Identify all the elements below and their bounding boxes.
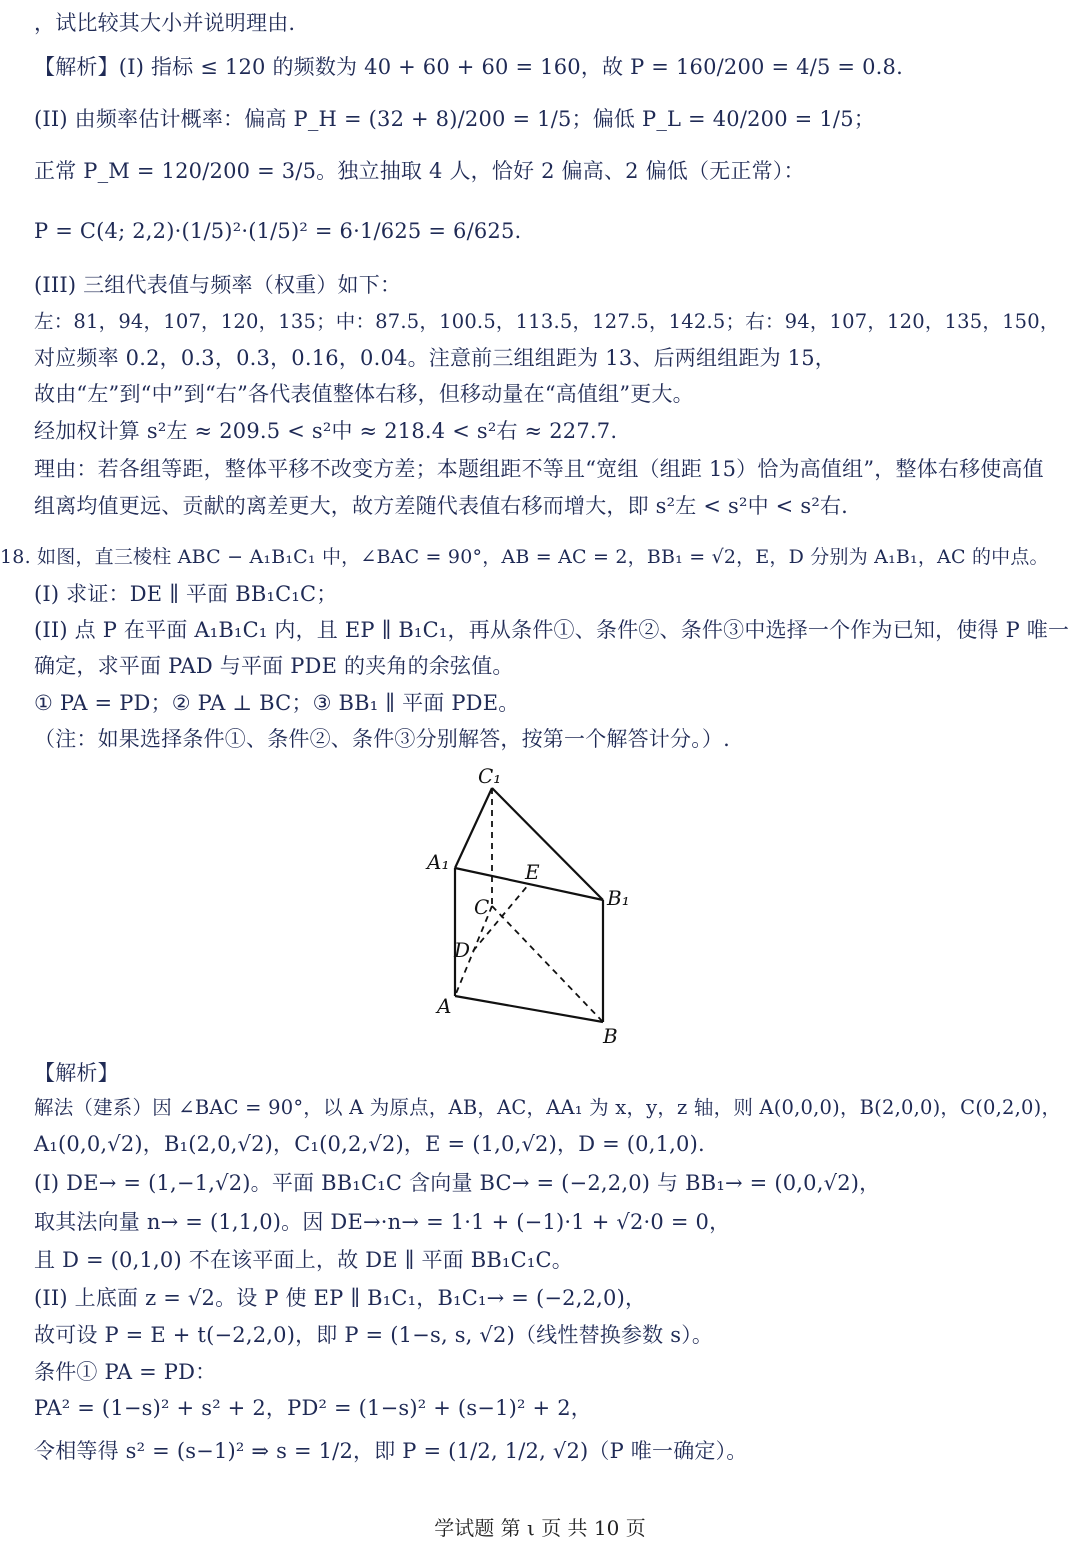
text-line-l05: P = C(4; 2,2)·(1/5)²·(1/5)² = 6·1/625 = 6/625. [34, 219, 522, 243]
edge-C1-B1 [492, 788, 603, 900]
text-line-l21: A₁(0,0,√2)，B₁(2,0,√2)，C₁(0,2,√2)，E = (1,0,√2)，D = (0,1,0). [34, 1132, 705, 1156]
label-B: B [603, 1024, 618, 1048]
text-line-l20: 解法（建系）因 ∠BAC = 90°，以 A 为原点，AB，AC，AA₁ 为 x，y，z 轴，则 A(0,0,0)，B(2,0,0)，C(0,2,0)， [34, 1096, 1062, 1119]
page-footer: 学试题 第 ι 页 共 10 页 [434, 1516, 646, 1540]
edge-A1-C1 [455, 788, 492, 868]
text-line-l11: 理由：若各组等距，整体平移不改变方差；本题组距不等且“宽组（组距 15）恰为高值组”，整体右移使高值 [34, 457, 1044, 481]
label-E: E [525, 860, 540, 884]
edge-A-B [455, 996, 603, 1022]
text-line-l01: ，试比较其大小并说明理由. [34, 11, 296, 35]
text-line-l15: (II) 点 P 在平面 A₁B₁C₁ 内，且 EP ∥ B₁C₁，再从条件①、条件②、条件③中选择一个作为已知，使得 P 唯一 [34, 618, 1070, 642]
text-line-l23: 取其法向量 n→ = (1,1,0)。因 DE→·n→ = 1·1 + (−1)·1 + √2·0 = 0， [34, 1210, 731, 1234]
text-line-l04: 正常 P_M = 120/200 = 3/5。独立抽取 4 人，恰好 2 偏高、2 偏低（无正常）： [34, 159, 805, 183]
text-line-l16: 确定，求平面 PAD 与平面 PDE 的夹角的余弦值。 [34, 654, 514, 678]
label-A1: A₁ [427, 850, 450, 874]
text-line-l26: 故可设 P = E + t(−2,2,0)，即 P = (1−s, s, √2)（线性替换参数 s）。 [34, 1323, 714, 1347]
text-line-l06: (III) 三组代表值与频率（权重）如下： [34, 273, 402, 297]
label-C: C [474, 895, 490, 919]
text-line-l12: 组离均值更远、贡献的离差更大，故方差随代表值右移而增大，即 s²左 < s²中 < s²右. [34, 494, 849, 518]
text-line-l09: 故由“左”到“中”到“右”各代表值整体右移，但移动量在“高值组”更大。 [34, 382, 694, 406]
text-line-l14: (I) 求证：DE ∥ 平面 BB₁C₁C； [34, 582, 338, 606]
text-line-l18: （注：如果选择条件①、条件②、条件③分别解答，按第一个解答计分。）. [34, 727, 730, 751]
text-line-l22: (I) DE→ = (1,−1,√2)。平面 BB₁C₁C 含向量 BC→ = (−2,2,0) 与 BB₁→ = (0,0,√2)， [34, 1171, 881, 1195]
text-line-l28: PA² = (1−s)² + s² + 2，PD² = (1−s)² + (s−1)² + 2， [34, 1396, 592, 1420]
text-line-l13: 18. 如图，直三棱柱 ABC − A₁B₁C₁ 中，∠BAC = 90°，AB = AC = 2，BB₁ = √2，E，D 分别为 A₁B₁，AC 的中点。 [0, 546, 1049, 568]
text-line-l17: ① PA = PD；② PA ⊥ BC；③ BB₁ ∥ 平面 PDE。 [34, 691, 520, 715]
label-B1: B₁ [607, 886, 630, 910]
text-line-l03: (II) 由频率估计概率：偏高 P_H = (32 + 8)/200 = 1/5；偏低 P_L = 40/200 = 1/5； [34, 107, 875, 131]
text-line-l29: 令相等得 s² = (s−1)² ⇒ s = 1/2，即 P = (1/2, 1/2, √2)（P 唯一确定）。 [34, 1439, 748, 1463]
label-D: D [454, 938, 471, 962]
text-line-l07: 左：81，94，107，120，135；中：87.5，100.5，113.5，127.5，142.5；右：94，107，120，135，150， [34, 310, 1060, 333]
text-line-l25: (II) 上底面 z = √2。设 P 使 EP ∥ B₁C₁，B₁C₁→ = (−2,2,0)， [34, 1286, 647, 1310]
text-line-l19: 【解析】 [34, 1061, 119, 1085]
text-line-l10: 经加权计算 s²左 ≈ 209.5 < s²中 ≈ 218.4 < s²右 ≈ 227.7. [34, 419, 618, 443]
text-line-l27: 条件① PA = PD： [34, 1360, 217, 1384]
text-line-l02: 【解析】(I) 指标 ≤ 120 的频数为 40 + 60 + 60 = 160，故 P = 160/200 = 4/5 = 0.8. [34, 55, 903, 79]
text-line-l08: 对应频率 0.2，0.3，0.3，0.16，0.04。注意前三组组距为 13、后两组组距为 15， [34, 346, 836, 370]
text-line-l24: 且 D = (0,1,0) 不在该平面上，故 DE ∥ 平面 BB₁C₁C。 [34, 1248, 573, 1272]
label-A: A [437, 994, 452, 1018]
label-C1: C₁ [478, 764, 502, 788]
